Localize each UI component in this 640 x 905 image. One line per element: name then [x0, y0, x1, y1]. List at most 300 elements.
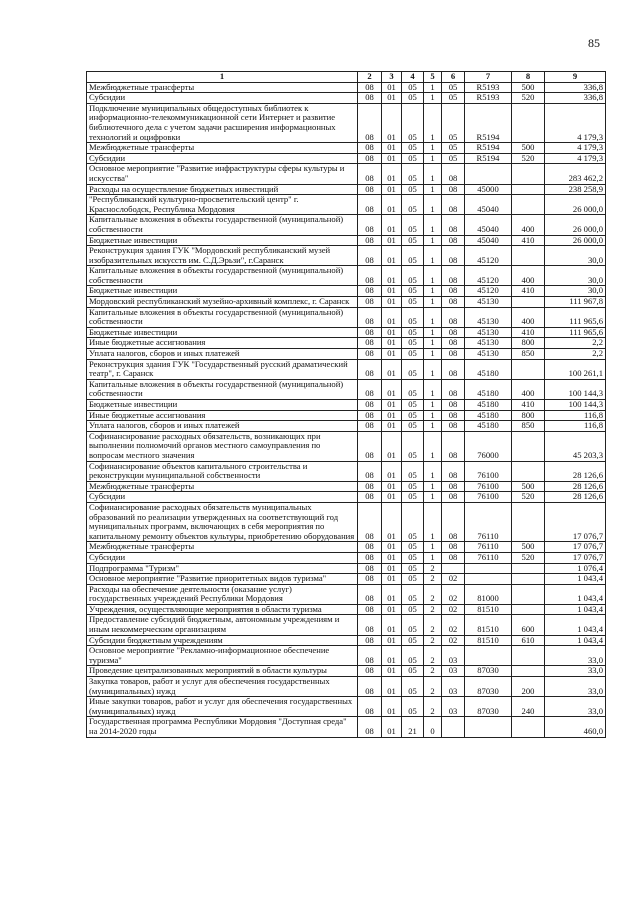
code-cell: 01: [382, 307, 402, 327]
code-cell: 05: [402, 502, 424, 541]
row-name-cell: Субсидии: [87, 552, 358, 563]
code-cell: 05: [402, 666, 424, 677]
code-cell: 1: [424, 502, 442, 541]
code-cell: 05: [402, 215, 424, 235]
row-name-cell: Реконструкция здания ГУК "Мордовский республиканский музей изобразительных искусств им. С.Д.Эрьзи", г.Саранск: [87, 246, 358, 266]
code-cell: [442, 717, 465, 737]
amount-cell: 1 076,4: [545, 563, 606, 574]
code-cell: 410: [512, 400, 545, 411]
code-cell: 05: [402, 552, 424, 563]
table-row: [87, 666, 606, 677]
amount-cell: 26 000,0: [545, 195, 606, 215]
row-name-cell: Уплата налогов, сборов и иных платежей: [87, 349, 358, 360]
row-name-cell: Софинансирование расходных обязательств муниципальных образований по реализации утвержденных на соответствующий год муниципальных программ, включающих в себя мероприятия по капитальному ремонту объектов культуры, приобретению оборудования: [87, 502, 358, 541]
amount-cell: 1 043,4: [545, 574, 606, 585]
code-cell: 08: [358, 327, 382, 338]
code-cell: 08: [358, 307, 382, 327]
code-cell: 1: [424, 410, 442, 421]
row-name-cell: Подпрограмма "Туризм": [87, 563, 358, 574]
code-cell: 08: [358, 542, 382, 553]
code-cell: 08: [358, 153, 382, 164]
row-name-cell: Расходы на осуществление бюджетных инвестиций: [87, 184, 358, 195]
code-cell: 1: [424, 481, 442, 492]
amount-cell: 45 203,3: [545, 431, 606, 461]
code-cell: 76100: [465, 481, 512, 492]
amount-cell: 238 258,9: [545, 184, 606, 195]
amount-cell: 1 043,4: [545, 584, 606, 604]
code-cell: 1: [424, 338, 442, 349]
page-number: 85: [588, 36, 600, 50]
code-cell: 05: [402, 379, 424, 399]
code-cell: 01: [382, 246, 402, 266]
row-name-cell: Уплата налогов, сборов и иных платежей: [87, 421, 358, 432]
row-name-cell: Капитальные вложения в объекты государственной (муниципальной) собственности: [87, 215, 358, 235]
code-cell: [442, 563, 465, 574]
code-cell: 02: [442, 604, 465, 615]
code-cell: 05: [402, 82, 424, 93]
code-cell: 05: [402, 153, 424, 164]
row-name-cell: Капитальные вложения в объекты государственной (муниципальной) собственности: [87, 379, 358, 399]
header-cell: 7: [465, 72, 512, 83]
code-cell: 05: [402, 563, 424, 574]
code-cell: 08: [442, 338, 465, 349]
amount-cell: 2,2: [545, 349, 606, 360]
code-cell: 45180: [465, 410, 512, 421]
table-row: [87, 635, 606, 646]
code-cell: 08: [358, 400, 382, 411]
code-cell: 87030: [465, 677, 512, 697]
code-cell: 08: [442, 307, 465, 327]
code-cell: 05: [402, 461, 424, 481]
code-cell: 520: [512, 492, 545, 503]
code-cell: [512, 195, 545, 215]
amount-cell: 17 076,7: [545, 502, 606, 541]
amount-cell: 4 179,3: [545, 153, 606, 164]
code-cell: 08: [442, 552, 465, 563]
code-cell: 410: [512, 327, 545, 338]
amount-cell: 1 043,4: [545, 604, 606, 615]
code-cell: 81510: [465, 615, 512, 635]
code-cell: 01: [382, 327, 402, 338]
table-row: [87, 246, 606, 266]
code-cell: 01: [382, 677, 402, 697]
row-name-cell: Бюджетные инвестиции: [87, 286, 358, 297]
code-cell: 1: [424, 103, 442, 142]
code-cell: 01: [382, 615, 402, 635]
code-cell: 01: [382, 481, 402, 492]
code-cell: 08: [442, 297, 465, 308]
code-cell: 08: [358, 481, 382, 492]
amount-cell: 26 000,0: [545, 215, 606, 235]
table-row: [87, 400, 606, 411]
code-cell: 08: [442, 461, 465, 481]
code-cell: 1: [424, 431, 442, 461]
code-cell: 08: [358, 164, 382, 184]
code-cell: 87030: [465, 697, 512, 717]
header-cell: 1: [87, 72, 358, 83]
header-cell: 9: [545, 72, 606, 83]
code-cell: 81000: [465, 584, 512, 604]
table-row: [87, 615, 606, 635]
code-cell: 08: [358, 297, 382, 308]
amount-cell: 26 000,0: [545, 235, 606, 246]
code-cell: 02: [442, 615, 465, 635]
code-cell: 08: [442, 266, 465, 286]
amount-cell: 28 126,6: [545, 481, 606, 492]
code-cell: 03: [442, 697, 465, 717]
table-row: [87, 349, 606, 360]
code-cell: 08: [358, 235, 382, 246]
code-cell: 45180: [465, 400, 512, 411]
code-cell: 1: [424, 266, 442, 286]
code-cell: 05: [402, 584, 424, 604]
code-cell: [512, 297, 545, 308]
code-cell: 1: [424, 195, 442, 215]
code-cell: 08: [442, 400, 465, 411]
row-name-cell: Субсидии: [87, 492, 358, 503]
code-cell: 45040: [465, 215, 512, 235]
code-cell: 500: [512, 481, 545, 492]
code-cell: 76000: [465, 431, 512, 461]
row-name-cell: Основное мероприятие "Рекламно-информационное обеспечение туризма": [87, 646, 358, 666]
code-cell: 08: [442, 184, 465, 195]
table-row: [87, 338, 606, 349]
amount-cell: 100 261,1: [545, 359, 606, 379]
code-cell: 05: [402, 604, 424, 615]
table-row: [87, 542, 606, 553]
amount-cell: 111 965,6: [545, 327, 606, 338]
amount-cell: 111 965,6: [545, 307, 606, 327]
code-cell: R5194: [465, 103, 512, 142]
code-cell: [512, 604, 545, 615]
table-row: [87, 235, 606, 246]
code-cell: 01: [382, 143, 402, 154]
table-row: [87, 153, 606, 164]
row-name-cell: Бюджетные инвестиции: [87, 235, 358, 246]
code-cell: 08: [442, 164, 465, 184]
code-cell: 08: [442, 502, 465, 541]
code-cell: 76110: [465, 502, 512, 541]
row-name-cell: Бюджетные инвестиции: [87, 327, 358, 338]
code-cell: 520: [512, 153, 545, 164]
code-cell: 76100: [465, 492, 512, 503]
code-cell: 800: [512, 338, 545, 349]
code-cell: 500: [512, 82, 545, 93]
table-row: [87, 492, 606, 503]
code-cell: 1: [424, 297, 442, 308]
row-name-cell: Иные закупки товаров, работ и услуг для обеспечения государственных (муниципальных) нужд: [87, 697, 358, 717]
code-cell: [512, 246, 545, 266]
code-cell: [512, 431, 545, 461]
code-cell: 1: [424, 215, 442, 235]
code-cell: 1: [424, 359, 442, 379]
amount-cell: 17 076,7: [545, 552, 606, 563]
code-cell: 08: [442, 481, 465, 492]
row-name-cell: Софинансирование объектов капитального строительства и реконструкции муниципальной собственности: [87, 461, 358, 481]
code-cell: 01: [382, 349, 402, 360]
code-cell: 08: [442, 542, 465, 553]
code-cell: 05: [402, 349, 424, 360]
header-cell: 5: [424, 72, 442, 83]
amount-cell: 17 076,7: [545, 542, 606, 553]
code-cell: 01: [382, 82, 402, 93]
row-name-cell: Капитальные вложения в объекты государственной (муниципальной) собственности: [87, 307, 358, 327]
row-name-cell: Реконструкция здания ГУК "Государственный русский драматический театр", г. Саранск: [87, 359, 358, 379]
amount-cell: 100 144,3: [545, 400, 606, 411]
code-cell: 08: [358, 677, 382, 697]
table-row: [87, 143, 606, 154]
row-name-cell: Основное мероприятие "Развитие инфраструктуры сферы культуры и искусства": [87, 164, 358, 184]
code-cell: 45180: [465, 379, 512, 399]
code-cell: 05: [402, 164, 424, 184]
code-cell: 08: [358, 635, 382, 646]
code-cell: 1: [424, 235, 442, 246]
code-cell: 1: [424, 246, 442, 266]
code-cell: [512, 574, 545, 585]
code-cell: 08: [358, 286, 382, 297]
code-cell: [465, 646, 512, 666]
code-cell: 400: [512, 307, 545, 327]
table-row: [87, 103, 606, 142]
code-cell: [512, 164, 545, 184]
row-name-cell: Основное мероприятие "Развитие приоритетных видов туризма": [87, 574, 358, 585]
table-row: [87, 82, 606, 93]
code-cell: 01: [382, 93, 402, 104]
code-cell: 45000: [465, 184, 512, 195]
code-cell: 05: [442, 103, 465, 142]
code-cell: 01: [382, 421, 402, 432]
amount-cell: 30,0: [545, 286, 606, 297]
code-cell: 01: [382, 266, 402, 286]
code-cell: 87030: [465, 666, 512, 677]
code-cell: [465, 717, 512, 737]
code-cell: 05: [402, 615, 424, 635]
table-row: [87, 646, 606, 666]
code-cell: 01: [382, 461, 402, 481]
code-cell: 2: [424, 615, 442, 635]
code-cell: 08: [442, 195, 465, 215]
amount-cell: 283 462,2: [545, 164, 606, 184]
table-row: [87, 461, 606, 481]
table-row: [87, 552, 606, 563]
code-cell: 400: [512, 266, 545, 286]
table-row: [87, 184, 606, 195]
code-cell: 1: [424, 552, 442, 563]
code-cell: 08: [358, 717, 382, 737]
code-cell: 08: [358, 563, 382, 574]
code-cell: 08: [442, 492, 465, 503]
row-name-cell: Субсидии: [87, 93, 358, 104]
code-cell: 1: [424, 93, 442, 104]
code-cell: 45180: [465, 359, 512, 379]
code-cell: 520: [512, 552, 545, 563]
table-row: [87, 604, 606, 615]
code-cell: 2: [424, 584, 442, 604]
code-cell: 2: [424, 604, 442, 615]
code-cell: 05: [402, 184, 424, 195]
code-cell: 05: [402, 143, 424, 154]
code-cell: 08: [358, 697, 382, 717]
code-cell: [512, 359, 545, 379]
amount-cell: 30,0: [545, 266, 606, 286]
amount-cell: 116,8: [545, 410, 606, 421]
code-cell: 0: [424, 717, 442, 737]
code-cell: 05: [402, 492, 424, 503]
table-row: [87, 574, 606, 585]
amount-cell: 2,2: [545, 338, 606, 349]
code-cell: 05: [402, 338, 424, 349]
code-cell: 05: [402, 431, 424, 461]
code-cell: 05: [442, 153, 465, 164]
code-cell: R5194: [465, 143, 512, 154]
code-cell: 05: [402, 677, 424, 697]
code-cell: 03: [442, 646, 465, 666]
row-name-cell: Проведение централизованных мероприятий в области культуры: [87, 666, 358, 677]
code-cell: 08: [358, 646, 382, 666]
code-cell: 2: [424, 574, 442, 585]
row-name-cell: Межбюджетные трансферты: [87, 481, 358, 492]
table-row: [87, 563, 606, 574]
code-cell: 21: [402, 717, 424, 737]
code-cell: 01: [382, 286, 402, 297]
code-cell: 1: [424, 164, 442, 184]
code-cell: 850: [512, 421, 545, 432]
code-cell: 76110: [465, 542, 512, 553]
code-cell: 08: [442, 327, 465, 338]
row-name-cell: Предоставление субсидий бюджетным, автономным учреждениям и иным некоммерческим организациям: [87, 615, 358, 635]
code-cell: 08: [442, 246, 465, 266]
code-cell: 03: [442, 666, 465, 677]
code-cell: 850: [512, 349, 545, 360]
amount-cell: 100 144,3: [545, 379, 606, 399]
code-cell: 1: [424, 327, 442, 338]
code-cell: 2: [424, 666, 442, 677]
code-cell: [512, 461, 545, 481]
code-cell: 08: [358, 246, 382, 266]
code-cell: 1: [424, 307, 442, 327]
code-cell: 05: [402, 646, 424, 666]
code-cell: [512, 666, 545, 677]
code-cell: 800: [512, 410, 545, 421]
amount-cell: 33,0: [545, 646, 606, 666]
code-cell: 08: [358, 338, 382, 349]
code-cell: 08: [358, 502, 382, 541]
code-cell: 08: [358, 461, 382, 481]
code-cell: 1: [424, 184, 442, 195]
code-cell: 02: [442, 574, 465, 585]
code-cell: 2: [424, 697, 442, 717]
code-cell: 01: [382, 338, 402, 349]
code-cell: 01: [382, 635, 402, 646]
table-row: [87, 502, 606, 541]
code-cell: 08: [358, 421, 382, 432]
code-cell: 05: [402, 635, 424, 646]
code-cell: 08: [358, 379, 382, 399]
code-cell: 05: [402, 297, 424, 308]
code-cell: [465, 164, 512, 184]
code-cell: 08: [358, 574, 382, 585]
amount-cell: 4 179,3: [545, 103, 606, 142]
code-cell: 01: [382, 604, 402, 615]
code-cell: 240: [512, 697, 545, 717]
code-cell: [512, 103, 545, 142]
code-cell: [512, 563, 545, 574]
code-cell: 08: [358, 552, 382, 563]
code-cell: 08: [442, 431, 465, 461]
code-cell: 400: [512, 215, 545, 235]
amount-cell: 111 967,8: [545, 297, 606, 308]
code-cell: 05: [402, 359, 424, 379]
code-cell: 01: [382, 574, 402, 585]
code-cell: 2: [424, 677, 442, 697]
code-cell: 76100: [465, 461, 512, 481]
table-row: [87, 266, 606, 286]
row-name-cell: Капитальные вложения в объекты государственной (муниципальной) собственности: [87, 266, 358, 286]
code-cell: 05: [442, 143, 465, 154]
code-cell: 76110: [465, 552, 512, 563]
code-cell: 520: [512, 93, 545, 104]
code-cell: 01: [382, 184, 402, 195]
code-cell: 01: [382, 697, 402, 717]
code-cell: 08: [358, 103, 382, 142]
code-cell: 01: [382, 195, 402, 215]
row-name-cell: Межбюджетные трансферты: [87, 82, 358, 93]
code-cell: 01: [382, 215, 402, 235]
code-cell: 1: [424, 379, 442, 399]
row-name-cell: "Республиканский культурно-просветительский центр" г. Краснослободск, Республика Мордовия: [87, 195, 358, 215]
row-name-cell: Расходы на обеспечение деятельности (оказание услуг) государственных учреждений Республики Мордовия: [87, 584, 358, 604]
code-cell: R5193: [465, 82, 512, 93]
code-cell: 1: [424, 153, 442, 164]
code-cell: [512, 717, 545, 737]
row-name-cell: Мордовский республиканский музейно-архивный комплекс, г. Саранск: [87, 297, 358, 308]
code-cell: 08: [358, 584, 382, 604]
code-cell: 1: [424, 542, 442, 553]
code-cell: 2: [424, 563, 442, 574]
code-cell: 01: [382, 103, 402, 142]
table-row: [87, 93, 606, 104]
header-cell: 6: [442, 72, 465, 83]
row-name-cell: Субсидии бюджетным учреждениям: [87, 635, 358, 646]
code-cell: [465, 563, 512, 574]
code-cell: 01: [382, 563, 402, 574]
code-cell: 400: [512, 379, 545, 399]
table-row: [87, 327, 606, 338]
code-cell: 08: [358, 195, 382, 215]
code-cell: 02: [442, 584, 465, 604]
code-cell: 01: [382, 410, 402, 421]
amount-cell: 30,0: [545, 246, 606, 266]
code-cell: 01: [382, 552, 402, 563]
table-row: [87, 481, 606, 492]
code-cell: 45120: [465, 286, 512, 297]
code-cell: 01: [382, 542, 402, 553]
code-cell: 410: [512, 286, 545, 297]
table-row: [87, 421, 606, 432]
code-cell: 05: [442, 82, 465, 93]
table-row: [87, 215, 606, 235]
amount-cell: 28 126,6: [545, 461, 606, 481]
code-cell: 500: [512, 143, 545, 154]
code-cell: 2: [424, 646, 442, 666]
table-row: [87, 584, 606, 604]
budget-table: [86, 71, 606, 738]
code-cell: 08: [358, 359, 382, 379]
code-cell: 05: [402, 327, 424, 338]
row-name-cell: Государственная программа Республики Мордовия "Доступная среда" на 2014-2020 годы: [87, 717, 358, 737]
code-cell: 01: [382, 164, 402, 184]
code-cell: 45040: [465, 195, 512, 215]
